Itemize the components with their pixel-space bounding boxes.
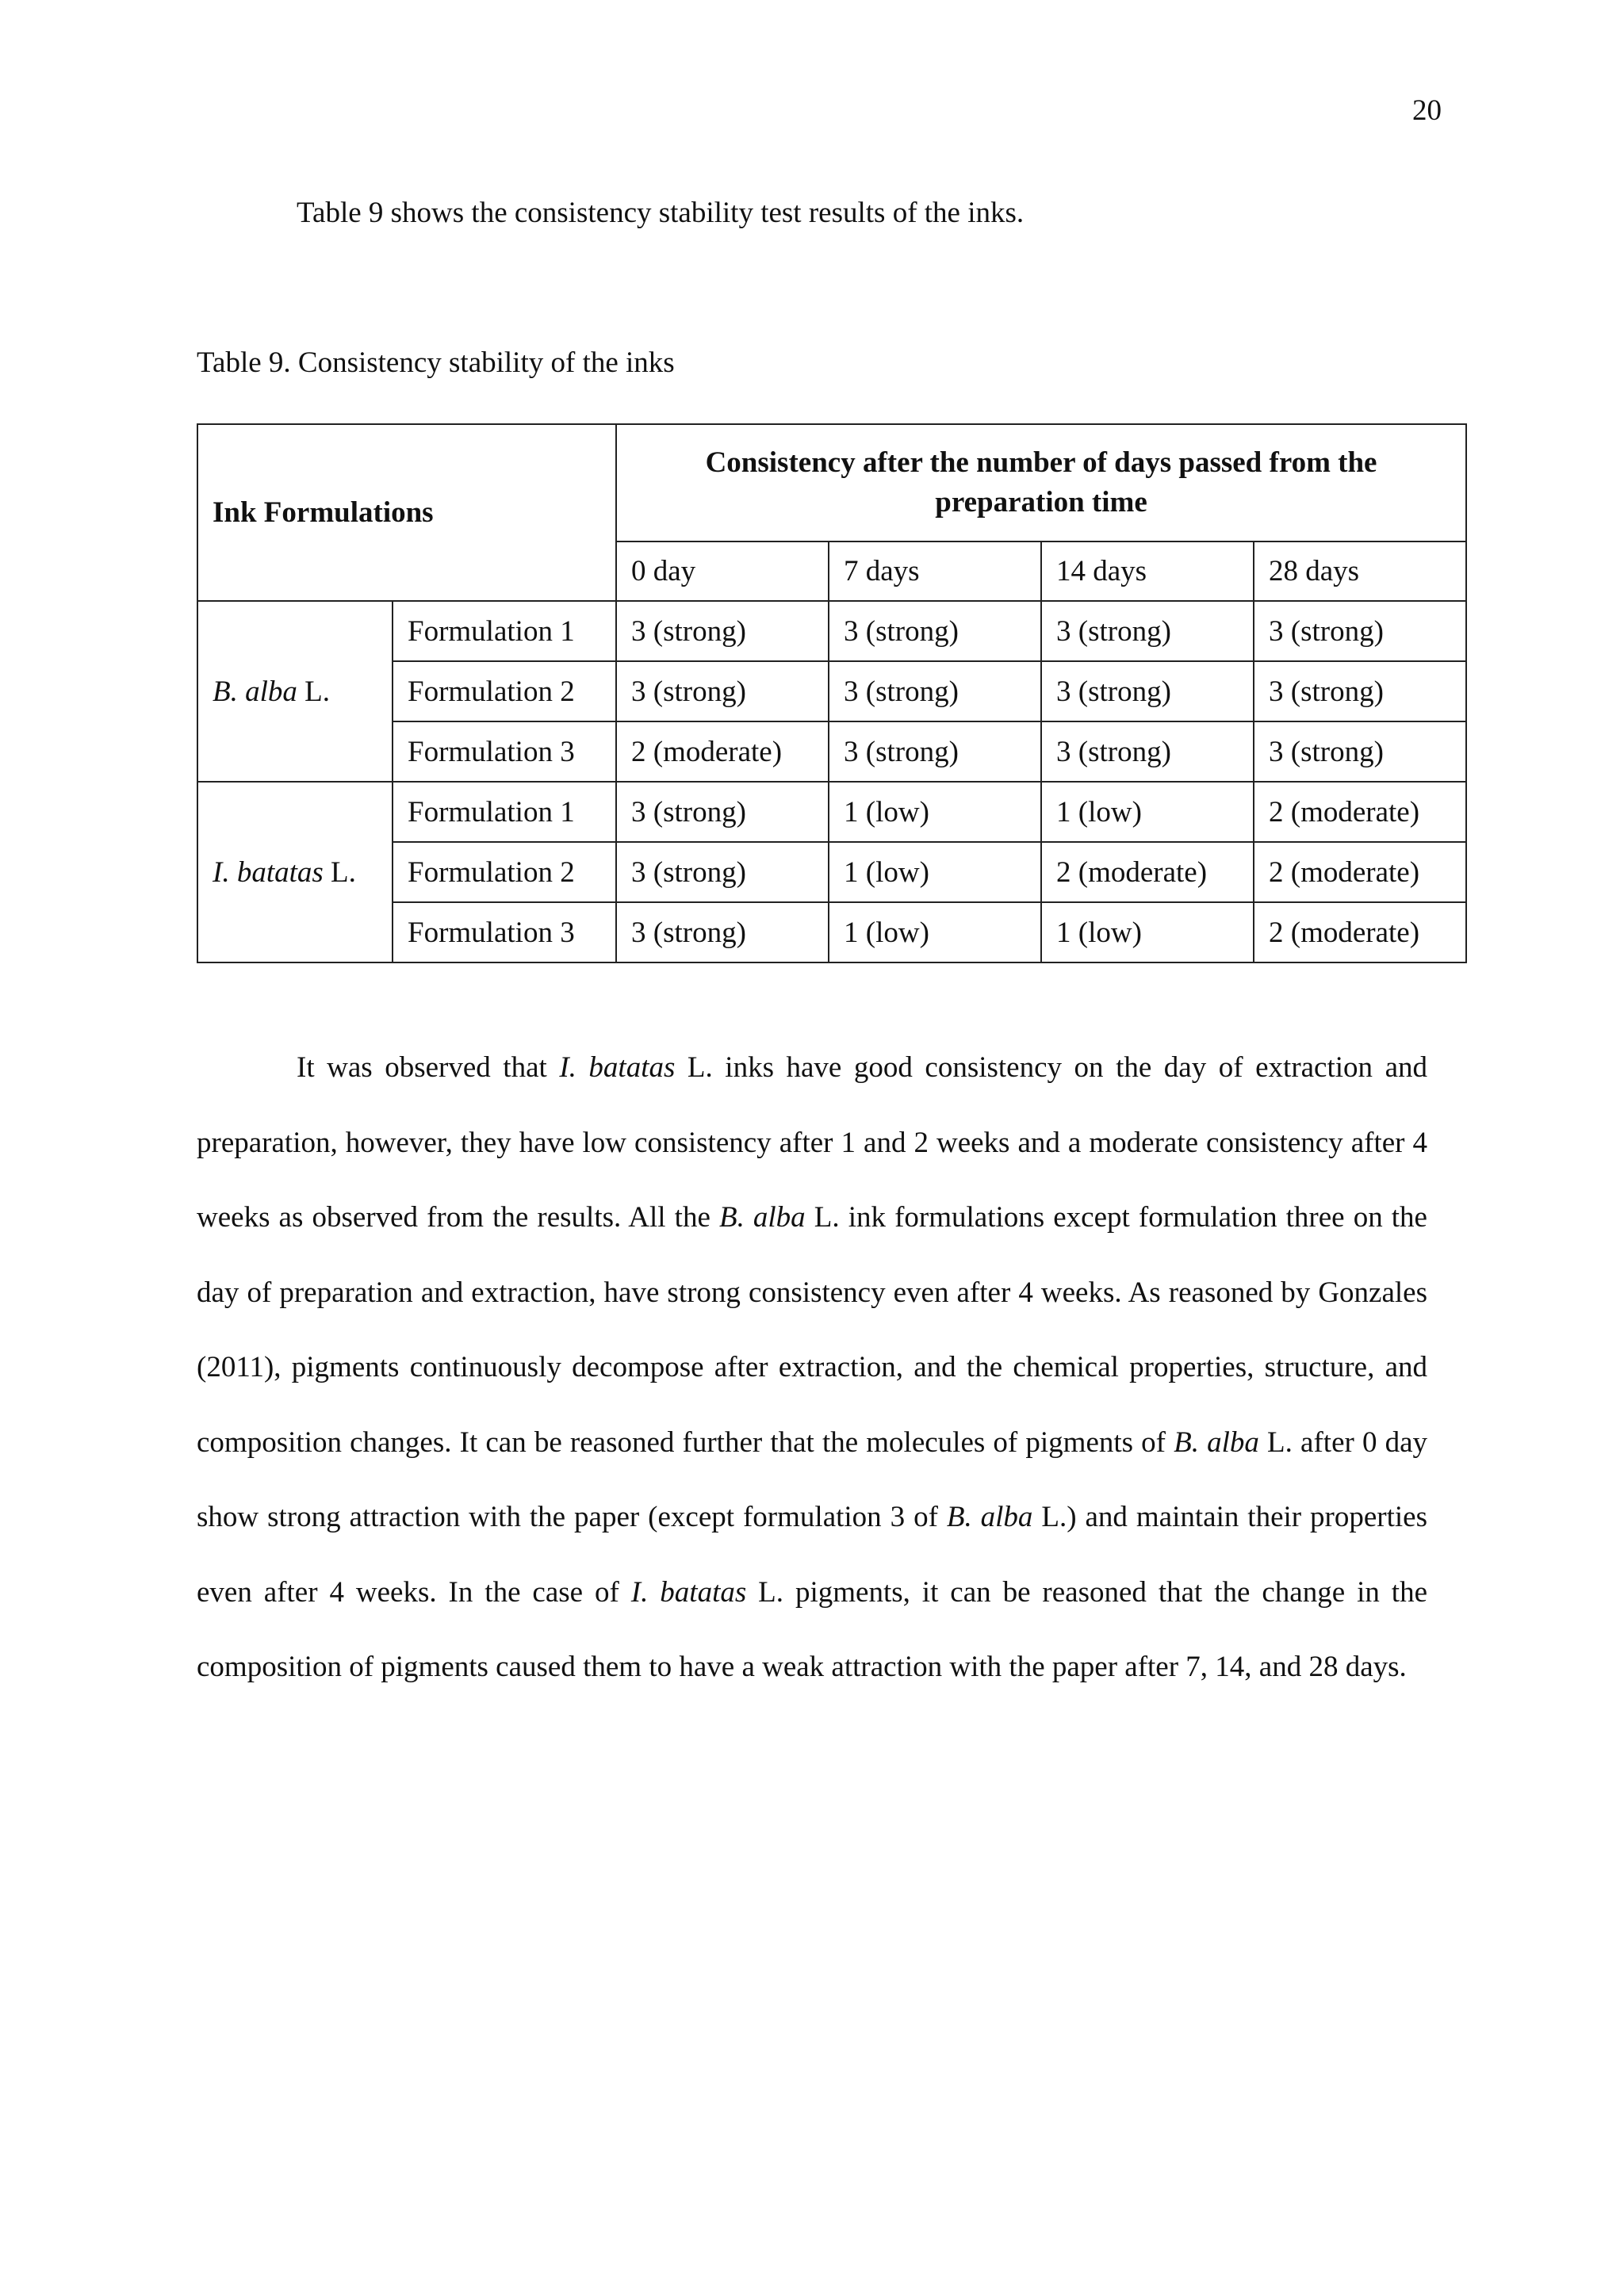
- value-cell: 3 (strong): [1254, 721, 1466, 782]
- value-cell: 3 (strong): [616, 782, 829, 842]
- page-number: 20: [1412, 94, 1442, 127]
- value-cell: 2 (moderate): [616, 721, 829, 782]
- value-cell: 1 (low): [829, 782, 1041, 842]
- value-cell: 3 (strong): [1041, 721, 1254, 782]
- species-i-batatas: I. batatas L.: [197, 782, 393, 962]
- value-cell: 2 (moderate): [1041, 842, 1254, 902]
- value-cell: 1 (low): [1041, 782, 1254, 842]
- table-header-row: [197, 424, 1466, 541]
- formulation-cell: Formulation 1: [393, 601, 616, 661]
- value-cell: 2 (moderate): [1254, 782, 1466, 842]
- header-ink-formulations: Ink Formulations: [197, 424, 616, 601]
- discussion-paragraph: It was observed that I. batatas L. inks have good consistency on the day of extraction and preparation, however, they have low consistency after 1 and 2 weeks and a moderate consistency after 4 weeks as observed from the results. All the B. alba L. ink formulations except formulation three on the day of preparation and extraction, have strong consistency even after 4 weeks. As reasoned by Gonzales (2011), pigments continuously decompose after extraction, and the chemical properties, structure, and composition changes. It can be reasoned further that the molecules of pigments of B. alba L. after 0 day show strong attraction with the paper (except formulation 3 of B. alba L.) and maintain their properties even after 4 weeks. In the case of I. batatas L. pigments, it can be reasoned that the change in the composition of pigments caused them to have a weak attraction with the paper after 7, 14, and 28 days.: [197, 1051, 1428, 1683]
- value-cell: 3 (strong): [616, 661, 829, 721]
- value-cell: 3 (strong): [829, 661, 1041, 721]
- value-cell: 3 (strong): [616, 902, 829, 962]
- table-row: [197, 782, 1466, 842]
- table-row: [197, 601, 1466, 661]
- formulation-cell: Formulation 2: [393, 842, 616, 902]
- header-consistency: Consistency after the number of days passed from the preparation time: [616, 424, 1466, 541]
- value-cell: 1 (low): [1041, 902, 1254, 962]
- header-day-0: 0 day: [616, 541, 829, 601]
- species-b-alba: B. alba L.: [197, 601, 393, 782]
- value-cell: 3 (strong): [616, 601, 829, 661]
- formulation-cell: Formulation 2: [393, 661, 616, 721]
- value-cell: 3 (strong): [1254, 661, 1466, 721]
- value-cell: 3 (strong): [829, 721, 1041, 782]
- header-day-7: 7 days: [829, 541, 1041, 601]
- formulation-cell: Formulation 3: [393, 902, 616, 962]
- formulation-cell: Formulation 1: [393, 782, 616, 842]
- header-day-28: 28 days: [1254, 541, 1466, 601]
- value-cell: 3 (strong): [829, 601, 1041, 661]
- formulation-cell: Formulation 3: [393, 721, 616, 782]
- table-caption: Table 9. Consistency stability of the inks: [197, 346, 675, 379]
- value-cell: 3 (strong): [616, 842, 829, 902]
- value-cell: 1 (low): [829, 842, 1041, 902]
- value-cell: 3 (strong): [1041, 661, 1254, 721]
- intro-sentence: Table 9 shows the consistency stability test results of the inks.: [297, 197, 1025, 229]
- header-day-14: 14 days: [1041, 541, 1254, 601]
- consistency-table: [197, 423, 1467, 963]
- value-cell: 3 (strong): [1254, 601, 1466, 661]
- value-cell: 3 (strong): [1041, 601, 1254, 661]
- value-cell: 2 (moderate): [1254, 842, 1466, 902]
- value-cell: 2 (moderate): [1254, 902, 1466, 962]
- value-cell: 1 (low): [829, 902, 1041, 962]
